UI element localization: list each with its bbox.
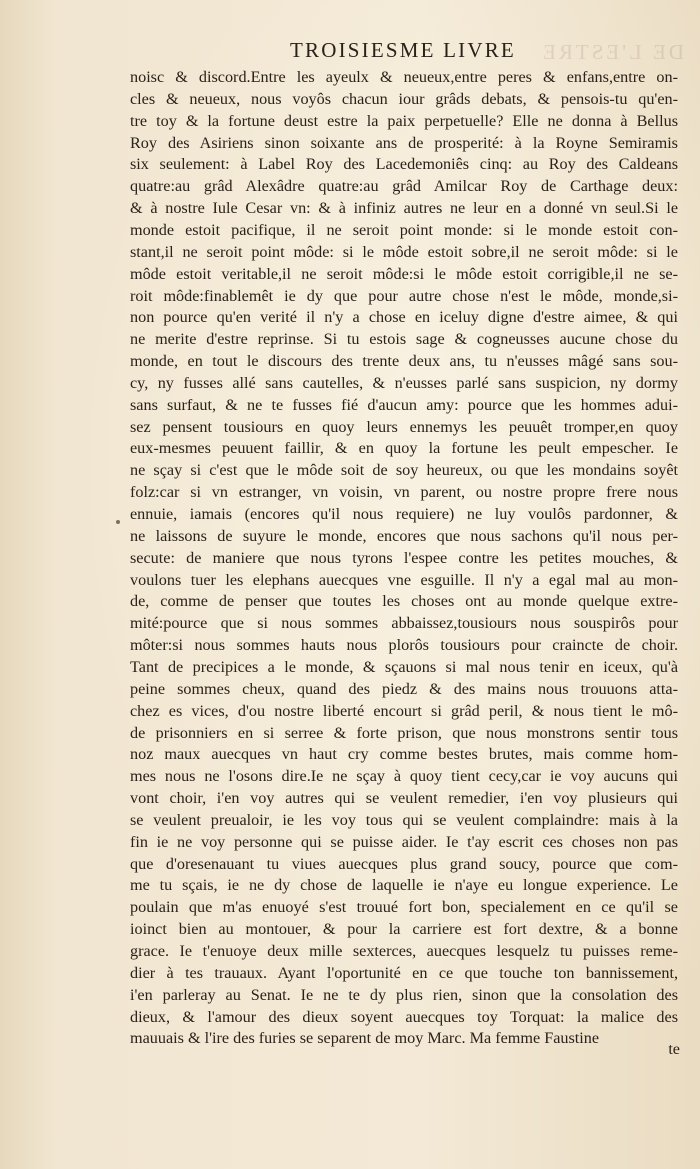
text-line: de prisonniers en si serree & forte prison, que nous monstrons sentir tous	[130, 723, 678, 742]
text-line: & à nostre Iule Cesar vn: & à infiniz autres ne leur en a donné vn seul.Si le	[130, 199, 678, 218]
text-line: mauuais & l'ire des furies se separent de moy Marc. Ma femme Faustine	[130, 1029, 600, 1048]
text-line: noisc & discord.Entre les ayeulx & neueux,entre peres & enfans,entre on-	[130, 68, 678, 86]
bleed-through-text: DE L'ESTRE	[540, 40, 685, 64]
text-line: Roy des Asiriens sinon soixante ans de prosperité: à la Royne Semiramis	[130, 133, 678, 152]
text-line: folz:car si vn estranger, vn voisin, vn parent, ou nostre propre frere nous	[130, 483, 678, 502]
text-line: Tant de precipices a le monde, & sçauons si mal nous tenir en iceux, qu'à	[130, 657, 678, 676]
text-line: ne merite d'estre reprinse. Si tu estois sage & cogneusses aucune chose du	[130, 330, 678, 349]
text-line: poulain que m'as enuoyé s'est trouué fort bon, specialement en ce qu'il se	[130, 898, 678, 917]
text-line: ioinct bien au montouer, & pour la carriere est fort dextre, & a bonne	[130, 920, 678, 939]
text-line: secute: de maniere que nous tyrons l'espee contre les petites mouches, &	[130, 548, 678, 567]
text-line: cy, ny fusses allé sans cautelles, & n'eusses parlé sans suspicion, ny dormy	[130, 373, 678, 392]
text-line: grace. Ie t'enuoye deux mille sexterces, auecques lesquelz tu puisses reme-	[130, 942, 678, 960]
text-line: tre toy & la fortune deust estre la paix perpetuelle? Elle ne donna à Bellus	[130, 111, 678, 130]
text-line: se veulent preualoir, ie les voy tous qui se veulent complaindre: mais à la	[130, 810, 678, 829]
text-line: roit môde:finablemêt ie dy que pour autre chose n'est le môde, monde,si-	[130, 286, 678, 305]
text-line: sez pensent tousiours en quoy leurs ennemys les peuuêt tromper,en quoy	[130, 417, 678, 436]
text-line: de, comme de penser que toutes les choses ont au monde quelque extre-	[130, 592, 678, 611]
text-line: sans surfaut, & ne te fusses fié d'aucun amy: pource que les hommes adui-	[130, 395, 678, 414]
catchword: te	[668, 1040, 680, 1058]
running-head: TROISIESME LIVRE	[290, 38, 516, 62]
text-line: peine sommes cheux, quand des piedz & des mains nous trouuons atta-	[130, 679, 678, 698]
text-line: cles & neueux, nous voyôs chacun iour grâds debats, & pensois-tu qu'en-	[130, 89, 678, 108]
text-line: ne laissons de suyure le monde, encores que nous sachons qu'il nous per-	[130, 526, 678, 545]
text-line: quatre:au grâd Alexâdre quatre:au grâd Amilcar Roy de Carthage deux:	[130, 177, 678, 196]
text-line: que d'oresenauant tu viues auecques plus grand soucy, pource que com-	[130, 854, 678, 873]
text-line: stant,il ne seroit point môde: si le môde estoit sobre,il ne seroit môde: si le	[130, 242, 678, 261]
margin-mark	[116, 520, 120, 524]
text-line: ne sçay si c'est que le môde soit de soy heureux, ou que les mondains soyêt	[130, 461, 678, 480]
text-line: chez es vices, d'ou nostre liberté encourt si grâd peril, & nous tient le mô-	[130, 701, 678, 720]
text-line: fin ie ne voy personne qui se puisse aider. Ie t'ay escrit ces choses non pas	[130, 832, 678, 851]
text-line: ennuie, iamais (encores qu'il nous requiere) ne luy voulôs pardonner, &	[130, 505, 678, 523]
text-line: môde estoit veritable,il ne seroit môde:si le môde estoit corrigible,il ne se-	[130, 264, 678, 283]
text-line: voulons tuer les elephans auecques vne esguille. Il n'y a egal mal au mon-	[130, 570, 678, 589]
text-line: dieux, & l'amour des dieux soyent auecques toy Torquat: la malice des	[130, 1007, 678, 1026]
text-line: dier à tes trauaux. Ayant l'oportunité en ce que touche ton bannissement,	[130, 963, 678, 982]
text-line: noz maux auecques vn haut cry comme bestes brutes, mais comme hom-	[130, 745, 678, 764]
text-line: eux-mesmes peuuent faillir, & en quoy la fortune les peult empescher. Ie	[130, 439, 678, 458]
text-line: monde estoit pacifique, il ne seroit point monde: si le monde estoit con-	[130, 220, 678, 239]
text-line: mité:pource que si nous sommes abbaissez,tousiours nous souspirôs pour	[130, 614, 678, 633]
text-line: môter:si nous sommes hauts nous plorôs tousiours pour craincte de choir.	[130, 636, 678, 655]
text-line: monde, en tout le discours des trente deux ans, tu n'eusses mâgé sans sou-	[130, 352, 678, 371]
text-line: non pource qu'en verité il n'y a chose en iceluy digne d'estre aimee, & qui	[130, 308, 678, 327]
text-line: vont choir, i'en voy autres qui se veulent remedier, i'en voy plusieurs qui	[130, 789, 678, 808]
text-line: me tu sçais, ie ne dy chose de laquelle ie n'aye eu longue experience. Le	[130, 876, 678, 895]
text-line: six seulement: à Label Roy des Lacedemoniês cinq: au Roy des Caldeans	[130, 155, 678, 174]
text-line: i'en parleray au Senat. Ie ne te dy plus rien, sinon que la consolation des	[130, 985, 678, 1004]
text-line: mes nous ne l'osons dire.Ie ne sçay à quoy tient cecy,car ie voy aucuns qui	[130, 767, 678, 786]
